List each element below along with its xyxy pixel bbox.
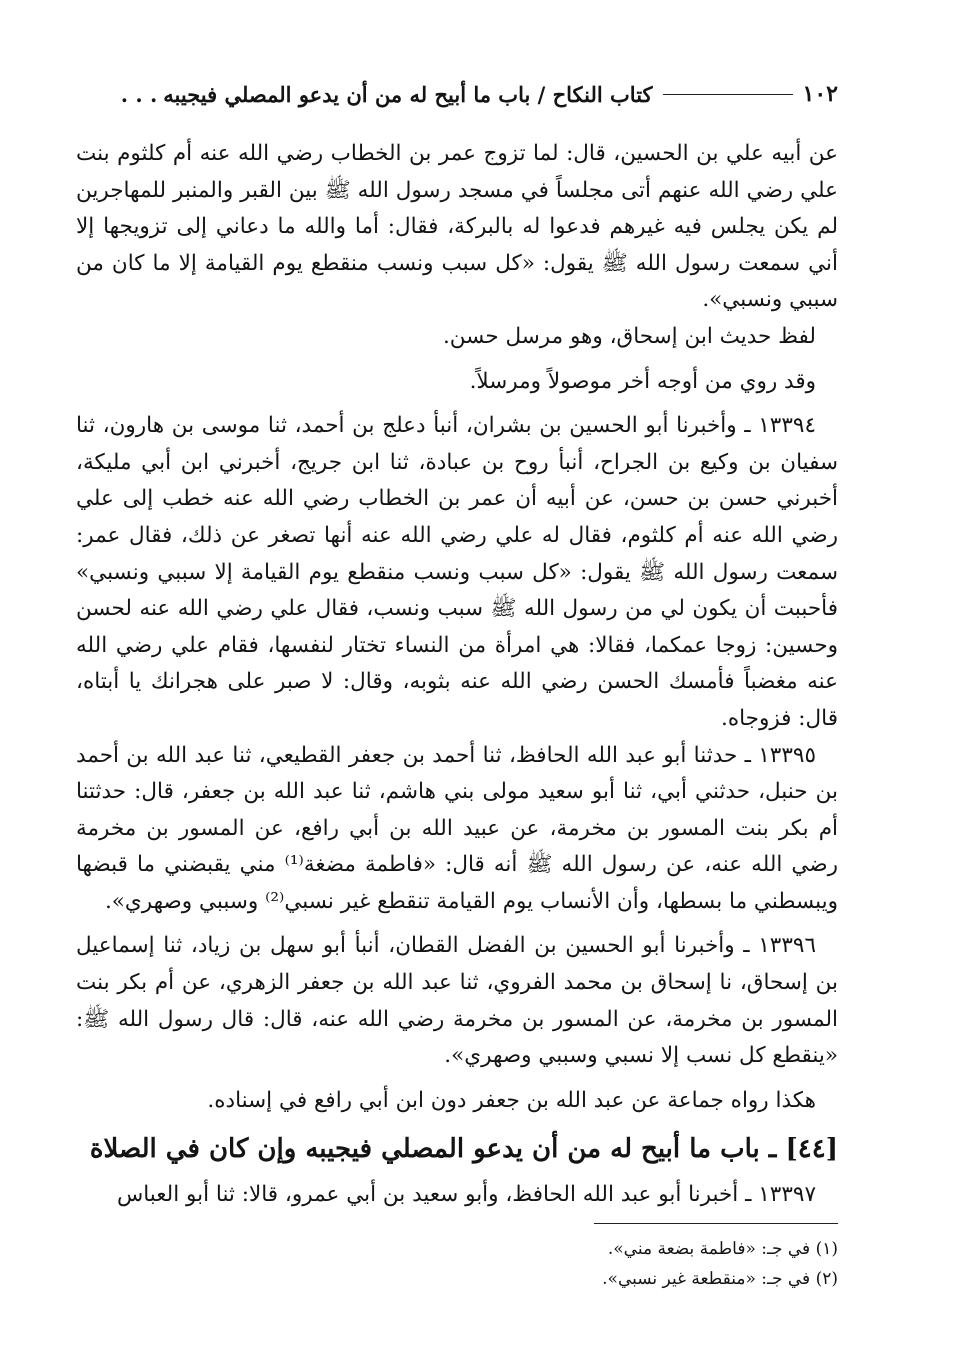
running-title-ellipsis: . . .: [120, 81, 158, 107]
footnote-2: (٢) في جـ: «منقطعة غير نسبي».: [602, 1269, 838, 1289]
hadith-13396: ١٣٣٩٦ ـ وأخبرنا أبو الحسين بن الفضل القطان، أنبأ أبو سهل بن زياد، ثنا إسماعيل بن إسحاق، نا إسحاق بن محمد الفروي، ثنا عبد الله بن جعفر الزهري، عن أم بكر بنت المسور بن مخرمة، عن المسور بن مخرمة رضي الله عنه، قال: قال رسول الله ﷺ: «ينقطع كل نسب إلا نسبي وسببي وصهري».: [76, 933, 838, 1069]
hadith-13397: ١٣٣٩٧ ـ أخبرنا أبو عبد الله الحافظ، وأبو سعيد بن أبي عمرو، قالا: ثنا أبو العباس: [116, 1182, 816, 1208]
footnote-rule: [594, 1223, 838, 1224]
paragraph-comment: لفظ حديث ابن إسحاق، وهو مرسل حسن.: [442, 323, 816, 349]
footnotes: [76, 1234, 838, 1294]
paragraph-continuation: عن أبيه علي بن الحسين، قال: لما تزوج عمر بن الخطاب رضي الله عنه أم كلثوم بنت علي رضي الله عنهم أتى مجلساً في مسجد رسول الله ﷺ بين القبر والمنبر للمهاجرين لم يكن يجلس فيه غيرهم فدعوا له بالبركة، فقال: أما والله ما دعاني إلى تزويجها إلا أني سمعت رسول الله ﷺ يقول: «كل سبب ونسب منقطع يوم القيامة إلا ما كان من سببي ونسبي».: [76, 141, 838, 313]
running-title: كتاب النكاح / باب ما أبيح له من أن يدعو المصلي فيجيبه: [163, 81, 653, 107]
main-text: [76, 136, 838, 1214]
paragraph-comment: هكذا رواه جماعة عن عبد الله بن جعفر دون ابن أبي رافع في إسناده.: [207, 1087, 816, 1113]
page-number: ١٠٢: [802, 81, 838, 107]
hadith-13395: ١٣٣٩٥ ـ حدثنا أبو عبد الله الحافظ، ثنا أحمد بن جعفر القطيعي، ثنا عبد الله بن أحمد بن حنبل، حدثني أبي، ثنا أبو سعيد مولى بني هاشم، ثنا عبد الله بن جعفر، قال: حدثتنا أم بكر بنت المسور بن مخرمة، عن عبيد الله بن أبي رافع، عن المسور بن مخرمة رضي الله عنه، عن رسول الله ﷺ أنه قال: «فاطمة مضغة⁽¹⁾ مني يقبضني ما قبضها ويبسطني ما بسطها، وأن الأنساب يوم القيامة تنقطع غير نسبي⁽²⁾ وسببي وصهري».: [76, 742, 838, 914]
section-heading: [٤٤] ـ باب ما أبيح له من أن يدعو المصلي فيجيبه وإن كان في الصلاة: [89, 1134, 838, 1165]
paragraph-comment: وقد روي من أوجه أخر موصولاً ومرسلاً.: [469, 368, 816, 394]
header-rule: [663, 94, 793, 95]
page-header: [78, 74, 838, 114]
footnote-1: (١) في جـ: «فاطمة بضعة مني».: [607, 1239, 838, 1259]
hadith-13394: ١٣٣٩٤ ـ وأخبرنا أبو الحسين بن بشران، أنبأ دعلج بن أحمد، ثنا موسى بن هارون، ثنا سفيان بن وكيع بن الجراح، أنبأ روح بن عبادة، ثنا ابن جريج، أخبرني ابن أبي مليكة، أخبرني حسن بن حسن، عن أبيه أن عمر بن الخطاب رضي الله عنه خطب إلى علي رضي الله عنه أم كلثوم، فقال له علي رضي الله عنه أنها تصغر عن ذلك، فقال عمر: سمعت رسول الله ﷺ يقول: «كل سبب ونسب منقطع يوم القيامة إلا سببي ونسبي» فأحببت أن يكون لي من رسول الله ﷺ سبب ونسب، فقال علي رضي الله عنه لحسن وحسين: زوجا عمكما، فقالا: هي امرأة من النساء تختار لنفسها، فقام علي رضي الله عنه مغضباً فأمسك الحسن رضي الله عنه بثوبه، وقال: لا صبر على هجرانك يا أبتاه، قال: فزوجاه.: [76, 413, 838, 731]
